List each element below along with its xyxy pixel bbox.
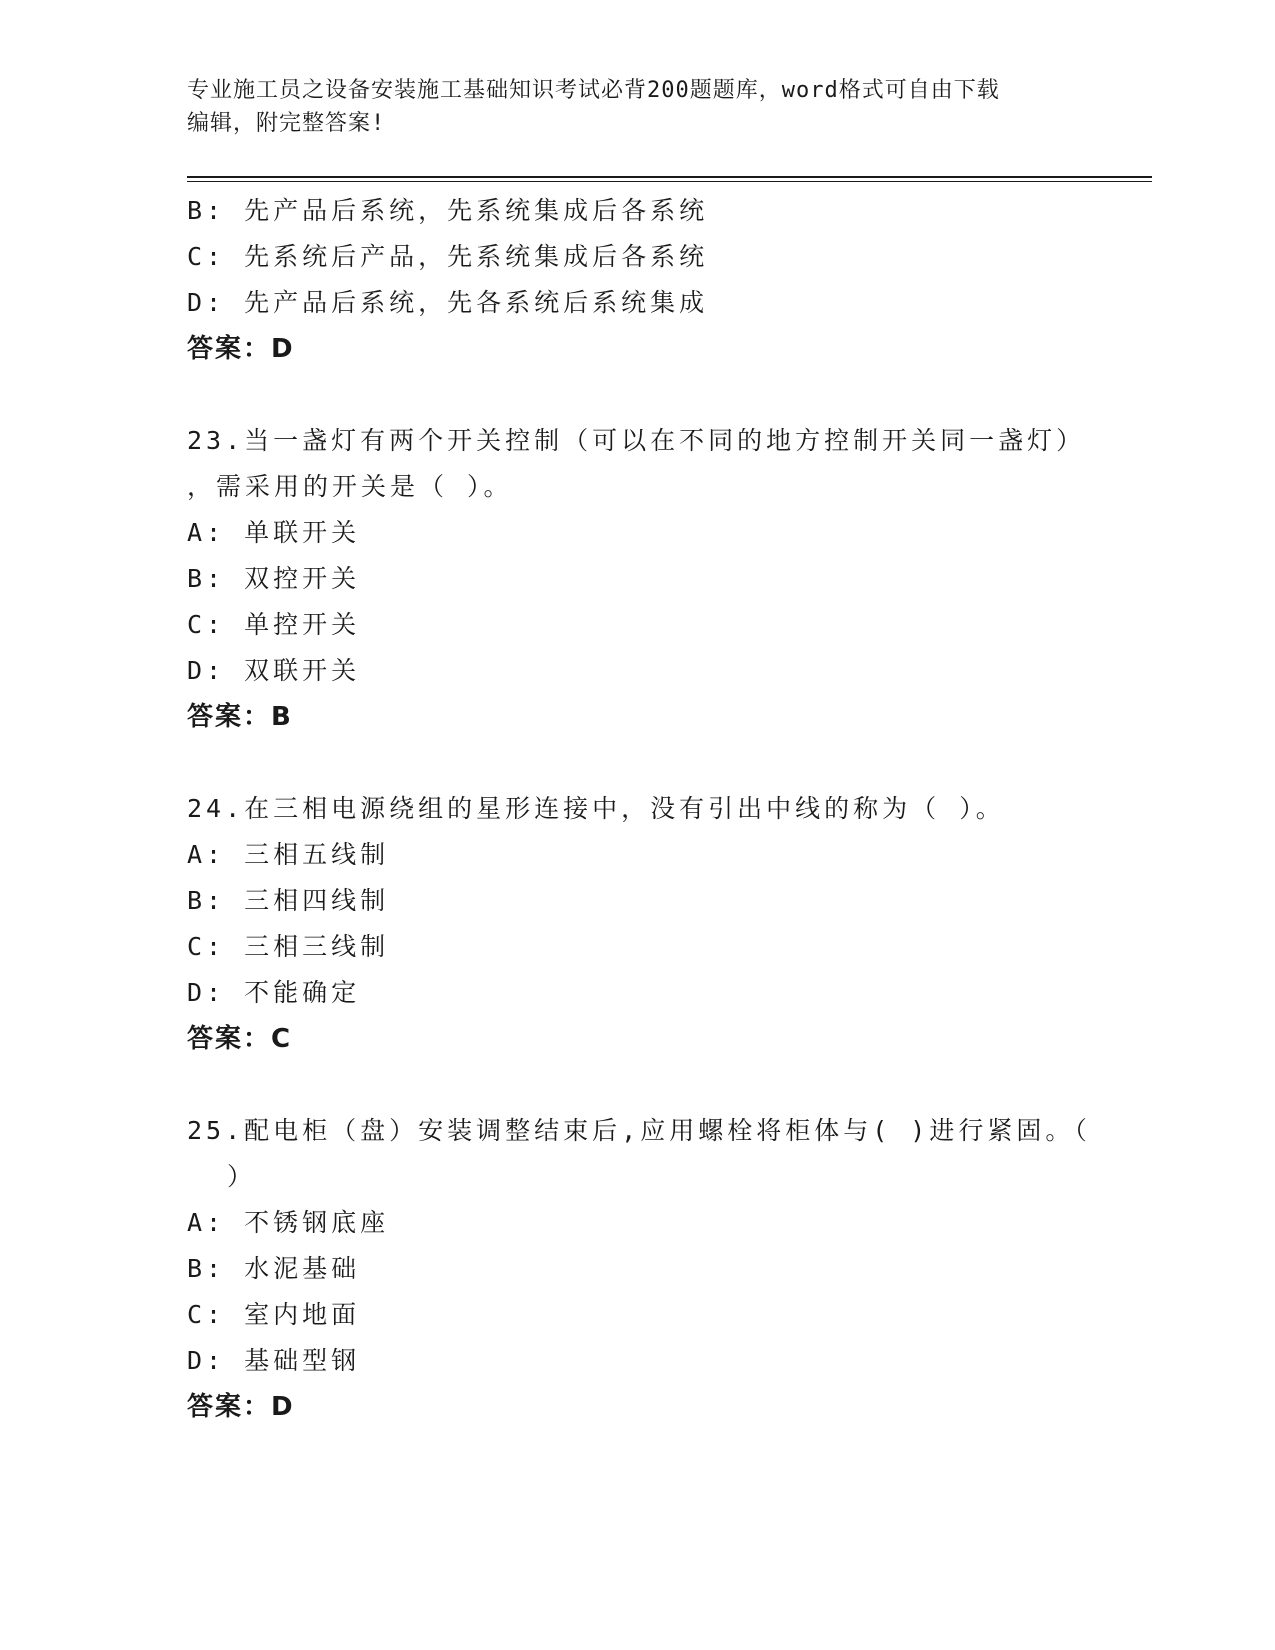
question-stem-continued: ） [227, 1162, 257, 1191]
option-b: B: 水泥基础 [187, 1254, 361, 1283]
question-spacer [187, 1062, 1107, 1108]
answer-label: 答案：D [187, 334, 295, 364]
question-spacer [187, 740, 1107, 786]
option-c: C: 三相三线制 [187, 932, 390, 961]
document-header [187, 74, 1067, 140]
option-a: A: 单联开关 [187, 518, 361, 547]
option-a: A: 不锈钢底座 [187, 1208, 390, 1237]
header-divider-thick [187, 176, 1152, 178]
question-22 [187, 188, 1107, 372]
header-divider-thin [187, 181, 1152, 182]
option-a: A: 三相五线制 [187, 840, 390, 869]
question-24 [187, 786, 1107, 1062]
question-spacer [187, 372, 1107, 418]
option-b: B: 三相四线制 [187, 886, 390, 915]
header-title-line1: 专业施工员之设备安装施工基础知识考试必背200题题库，word格式可自由下载 [187, 78, 1000, 103]
option-c: C: 单控开关 [187, 610, 361, 639]
option-d: D: 不能确定 [187, 978, 361, 1007]
option-c: C: 先系统后产品，先系统集成后各系统 [187, 242, 709, 271]
option-b: B: 双控开关 [187, 564, 361, 593]
question-stem: 23.当一盏灯有两个开关控制（可以在不同的地方控制开关同一盏灯） [187, 426, 1086, 455]
question-25 [187, 1108, 1107, 1430]
question-list [187, 188, 1107, 1430]
question-stem-continued: ，需采用的开关是（ ）。 [187, 472, 513, 501]
option-d: D: 基础型钢 [187, 1346, 361, 1375]
question-23 [187, 418, 1107, 740]
question-stem: 24.在三相电源绕组的星形连接中，没有引出中线的称为（ ）。 [187, 794, 1005, 823]
header-title-line2: 编辑，附完整答案! [187, 111, 386, 136]
option-d: D: 先产品后系统，先各系统后系统集成 [187, 288, 709, 317]
answer-label: 答案：C [187, 1024, 293, 1054]
answer-label: 答案：B [187, 702, 293, 732]
option-b: B: 先产品后系统，先系统集成后各系统 [187, 196, 709, 225]
option-d: D: 双联开关 [187, 656, 361, 685]
question-stem: 25.配电柜（盘）安装调整结束后,应用螺栓将柜体与( )进行紧固。（ [187, 1116, 1091, 1145]
option-c: C: 室内地面 [187, 1300, 361, 1329]
answer-label: 答案：D [187, 1392, 295, 1422]
